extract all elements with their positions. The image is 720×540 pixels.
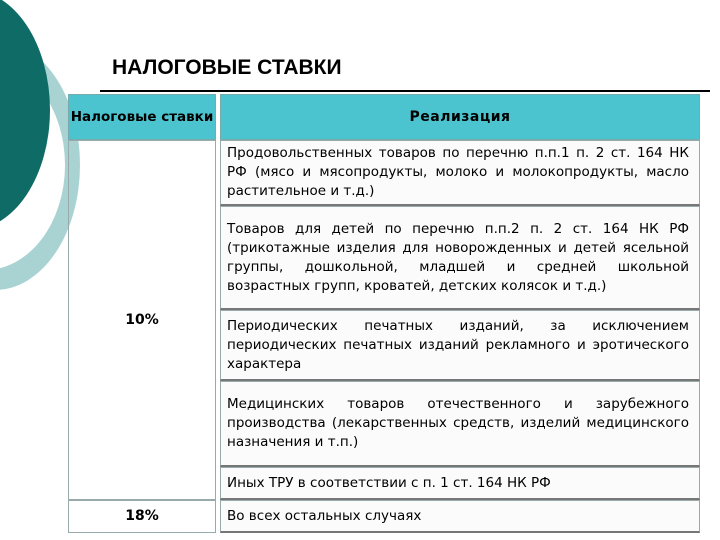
rate-18-cell: 18% xyxy=(68,500,216,533)
row-all-other-cases: Во всех остальных случаях xyxy=(220,500,700,533)
row-periodicals: Периодических печатных изданий, за исключением периодических печатных изданий рекламного и эротического характера xyxy=(220,310,700,381)
header-tax-rates: Налоговые ставки xyxy=(68,94,216,140)
table-row xyxy=(68,500,700,533)
row-other-goods: Иных ТРУ в соответствии с п. 1 ст. 164 НК РФ xyxy=(220,467,700,500)
row-food-products: Продовольственных товаров по перечню п.п.1 п. 2 ст. 164 НК РФ (мясо и мясопродукты, молоко и молокопродукты, масло растительное и т.д.) xyxy=(220,140,700,206)
page-title: НАЛОГОВЫЕ СТАВКИ xyxy=(112,56,342,79)
tax-rates-table xyxy=(68,94,700,533)
rate-10-cell: 10% xyxy=(68,140,216,500)
header-implementation: Реализация xyxy=(220,94,700,140)
row-children-goods: Товаров для детей по перечню п.п.2 п. 2 ст. 164 НК РФ (трикотажные изделия для новорожденных и детей ясельной группы, дошкольной, младшей и средней школьной возрастных групп, кроватей, детских колясок и т.д.) xyxy=(220,206,700,310)
table-row xyxy=(68,140,700,206)
table-header-row xyxy=(68,94,700,140)
title-underline xyxy=(100,90,710,92)
row-medical-goods: Медицинских товаров отечественного и зарубежного производства (лекарственных средств, изделий медицинского назначения и т.п.) xyxy=(220,381,700,467)
